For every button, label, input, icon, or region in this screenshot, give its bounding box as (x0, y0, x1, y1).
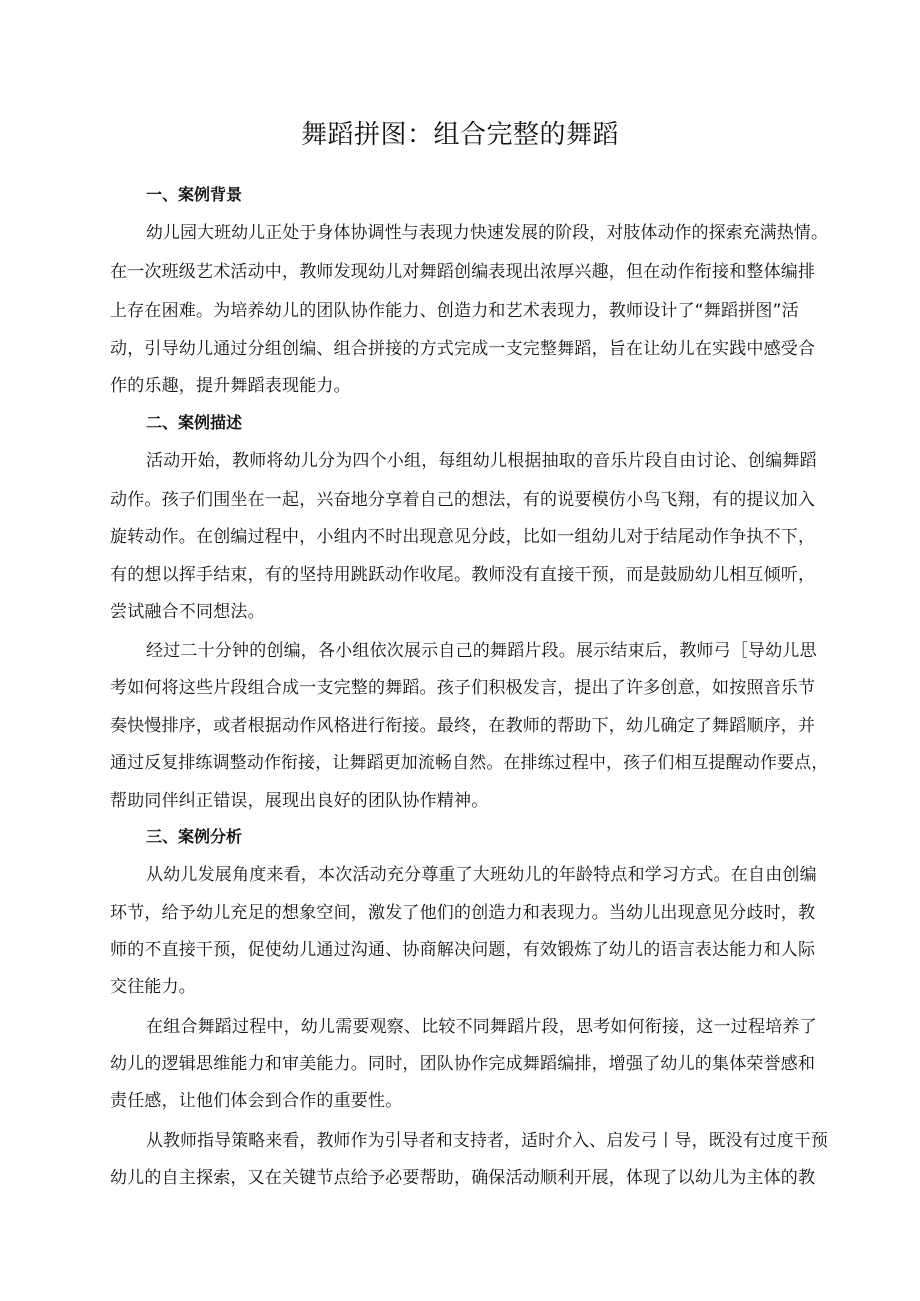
paragraph-line: 动作。孩子们围坐在一起，兴奋地分享着自己的想法，有的说要模仿小鸟飞翔，有的提议加入 (110, 490, 816, 510)
paragraph-line: 尝试融合不同想法。 (110, 602, 265, 622)
section-heading-description: 二、案例描述 (146, 413, 243, 432)
paragraph-line: 经过二十分钟的创编，各小组依次展示自己的舞蹈片段。展示结束后，教师弓［导幼儿思 (146, 641, 817, 661)
page-title: 舞蹈拼图：组合完整的舞蹈 (300, 120, 619, 150)
paragraph-line: 活动开始，教师将幼儿分为四个小组，每组幼儿根据抽取的音乐片段自由讨论、创编舞蹈 (146, 451, 817, 471)
paragraph-line: 环节，给予幼儿充足的想象空间，激发了他们的创造力和表现力。当幼儿出现意见分歧时，教 (110, 903, 816, 923)
paragraph-line: 奏快慢排序，或者根据动作风格进行衔接。最终，在教师的帮助下，幼儿确定了舞蹈顺序，并 (110, 716, 816, 736)
paragraph-line: 幼儿园大班幼儿正处于身体协调性与表现力快速发展的阶段，对肢体动作的探索充满热情。 (146, 223, 829, 243)
section-heading-background: 一、案例背景 (146, 185, 243, 204)
paragraph-line: 责任感，让他们体会到合作的重要性。 (110, 1091, 403, 1111)
section-heading-analysis: 三、案例分析 (146, 827, 243, 846)
paragraph-line: 幼儿的自主探索，又在关键节点给予必要帮助，确保活动顺利开展，体现了以幼儿为主体的教 (110, 1168, 816, 1188)
paragraph-line: 师的不直接干预，促使幼儿通过沟通、协商解决问题，有效锻炼了幼儿的语言表达能力和人际 (110, 940, 816, 960)
paragraph-line: 作的乐趣，提升舞蹈表现能力。 (110, 376, 351, 396)
paragraph-line: 动，引导幼儿通过分组创编、组合拼接的方式完成一支完整舞蹈，旨在让幼儿在实践中感受合 (110, 339, 816, 359)
paragraph-line: 考如何将这些片段组合成一支完整的舞蹈。孩子们积极发言，提出了许多创意，如按照音乐节 (110, 678, 816, 698)
paragraph-line: 幼儿的逻辑思维能力和审美能力。同时，团队协作完成舞蹈编排，增强了幼儿的集体荣誉感和 (110, 1054, 816, 1074)
paragraph-line: 上存在困难。为培养幼儿的团队协作能力、创造力和艺术表现力，教师设计了“舞蹈拼图”活 (110, 301, 799, 321)
paragraph-line: 在组合舞蹈过程中，幼儿需要观察、比较不同舞蹈片段，思考如何衔接，这一过程培养了 (146, 1017, 817, 1037)
paragraph-line: 有的想以挥手结束，有的坚持用跳跃动作收尾。教师没有直接干预，而是鼓励幼儿相互倾听， (110, 565, 816, 585)
paragraph-line: 在一次班级艺术活动中，教师发现幼儿对舞蹈创编表现出浓厚兴趣，但在动作衔接和整体编排 (110, 262, 816, 282)
paragraph-line: 旋转动作。在创编过程中，小组内不时出现意见分歧，比如一组幼儿对于结尾动作争执不下， (110, 527, 816, 547)
paragraph-line: 帮助同伴纠正错误，展现出良好的团队协作精神。 (110, 791, 489, 811)
paragraph-line: 交往能力。 (110, 977, 196, 997)
paragraph-line: 从教师指导策略来看，教师作为引导者和支持者，适时介入、启发弓丨导，既没有过度干预 (146, 1131, 829, 1151)
paragraph-line: 从幼儿发展角度来看，本次活动充分尊重了大班幼儿的年龄特点和学习方式。在自由创编 (146, 865, 817, 885)
paragraph-line: 通过反复排练调整动作衔接，让舞蹈更加流畅自然。在排练过程中，孩子们相互提醒动作要点， (110, 753, 829, 773)
